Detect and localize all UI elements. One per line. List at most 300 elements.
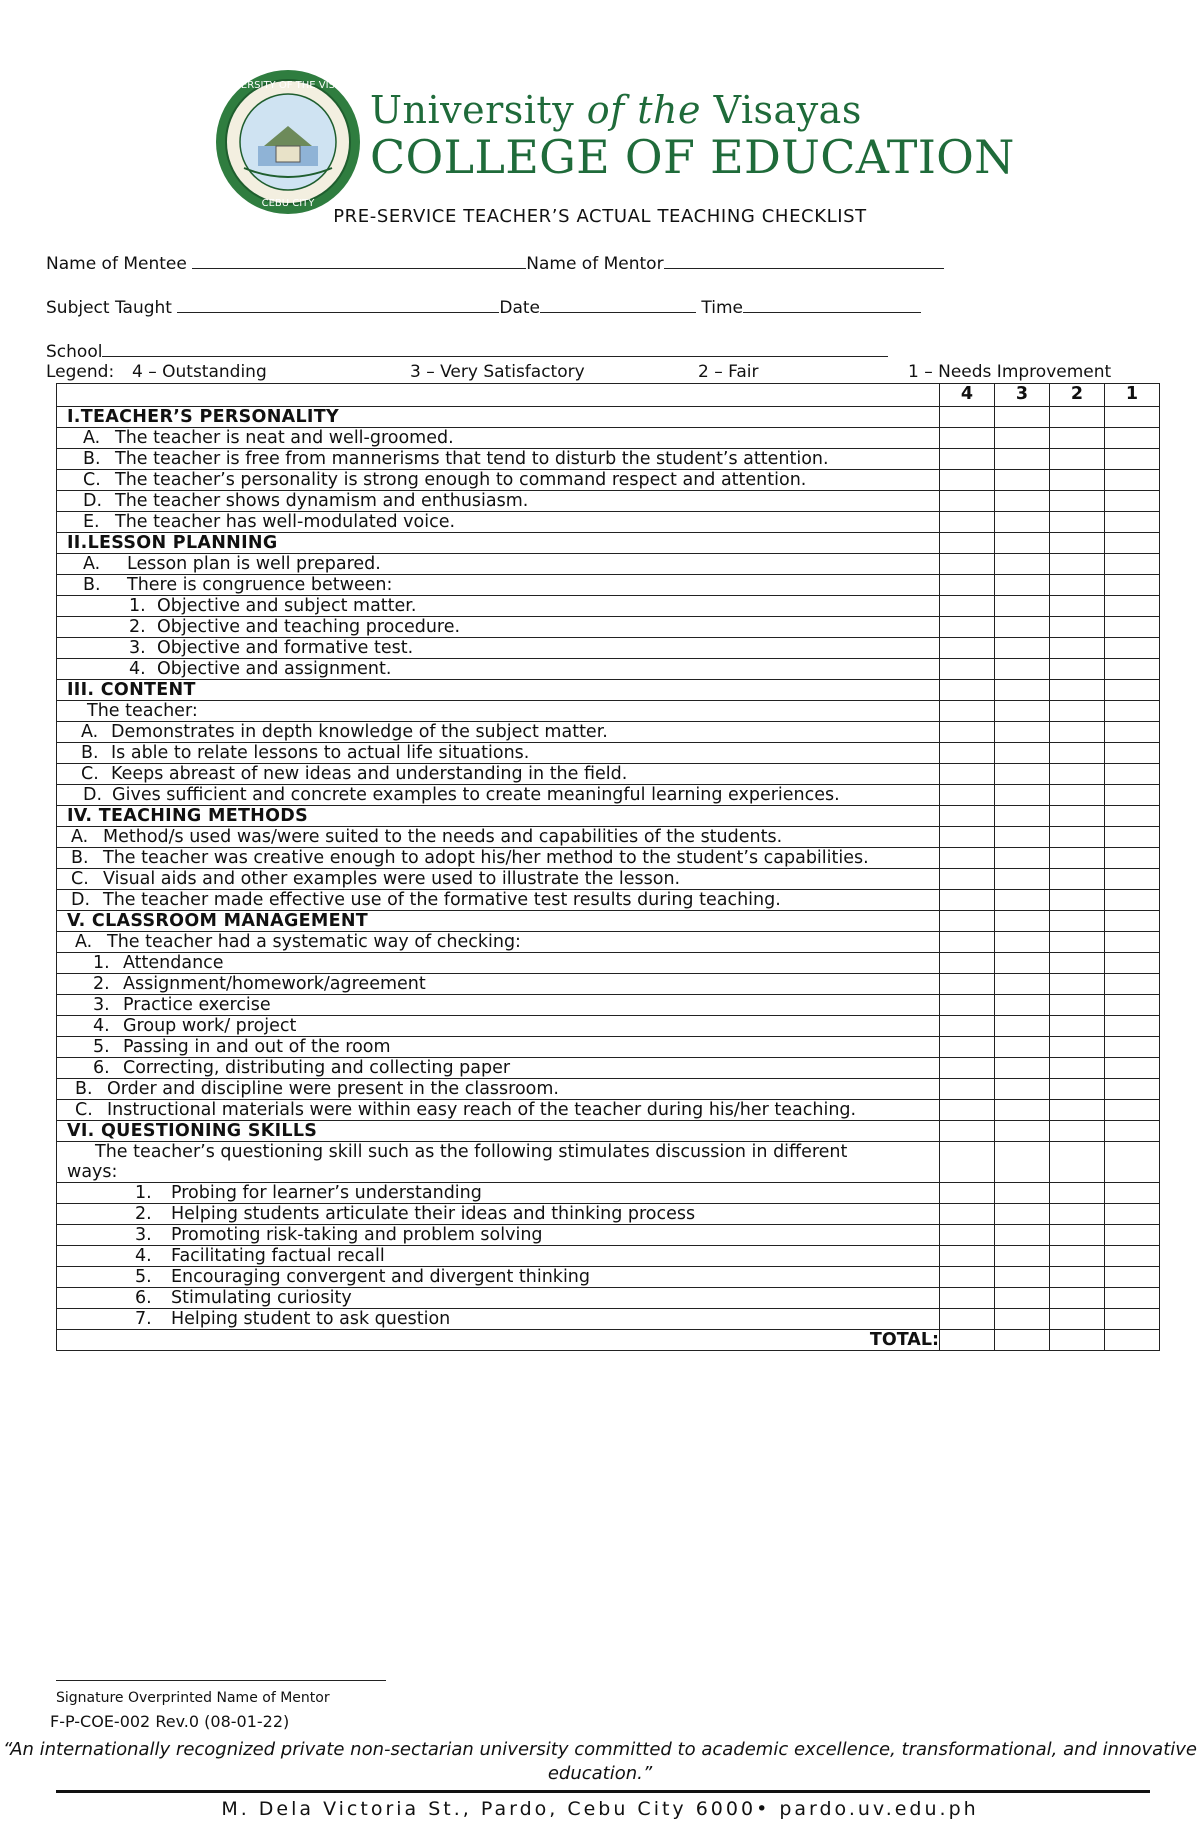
rating-cell-1[interactable] — [1105, 995, 1160, 1016]
rating-cell-4[interactable] — [940, 1267, 995, 1288]
rating-cell-3[interactable] — [995, 722, 1050, 743]
rating-cell-3[interactable] — [995, 890, 1050, 911]
rating-cell-2[interactable] — [1050, 596, 1105, 617]
rating-cell-3[interactable] — [995, 1100, 1050, 1121]
rating-cell-2[interactable] — [1050, 701, 1105, 722]
rating-cell-1[interactable] — [1105, 1204, 1160, 1225]
item-label: B. — [83, 449, 101, 469]
item-label: B. — [75, 1079, 93, 1099]
rating-cell-4[interactable] — [940, 911, 995, 932]
item-text: Assignment/homework/agreement — [123, 974, 426, 994]
item-label: C. — [83, 470, 101, 490]
rating-cell-2[interactable] — [1050, 680, 1105, 701]
school-field[interactable] — [102, 340, 888, 357]
rating-cell-4[interactable] — [940, 1058, 995, 1079]
section-row — [57, 911, 1160, 932]
checklist-row — [57, 512, 1160, 533]
rating-cell-1[interactable] — [1105, 764, 1160, 785]
rating-cell-1[interactable] — [1105, 1330, 1160, 1351]
section-row — [57, 680, 1160, 701]
rating-cell-2[interactable] — [1050, 533, 1105, 554]
rating-cell-2[interactable] — [1050, 659, 1105, 680]
rating-cell-1[interactable] — [1105, 1267, 1160, 1288]
rating-cell-3[interactable] — [995, 1330, 1050, 1351]
rating-cell-1[interactable] — [1105, 806, 1160, 827]
checklist-row — [57, 1142, 1160, 1183]
university-name: University of the Visayas — [370, 88, 862, 132]
rating-cell-1[interactable] — [1105, 890, 1160, 911]
rating-cell-2[interactable] — [1050, 995, 1105, 1016]
rating-header-2: 2 — [1050, 384, 1105, 407]
rating-header-4: 4 — [940, 384, 995, 407]
checklist-row — [57, 638, 1160, 659]
item-text: The teacher had a systematic way of checking: — [107, 932, 521, 952]
footer-rule — [56, 1790, 1150, 1793]
criterion-text — [57, 932, 940, 953]
rating-cell-2[interactable] — [1050, 1330, 1105, 1351]
checklist-row — [57, 1267, 1160, 1288]
rating-cell-3[interactable] — [995, 932, 1050, 953]
criterion-text — [57, 1225, 940, 1246]
rating-cell-4[interactable] — [940, 1204, 995, 1225]
checklist-row — [57, 1037, 1160, 1058]
rating-cell-4[interactable] — [940, 1121, 995, 1142]
criterion-text — [57, 428, 940, 449]
rating-cell-3[interactable] — [995, 848, 1050, 869]
rating-cell-3[interactable] — [995, 995, 1050, 1016]
rating-cell-3[interactable] — [995, 974, 1050, 995]
rating-cell-4[interactable] — [940, 1246, 995, 1267]
rating-cell-3[interactable] — [995, 449, 1050, 470]
criterion-text — [57, 1246, 940, 1267]
rating-cell-1[interactable] — [1105, 407, 1160, 428]
criterion-text — [57, 1183, 940, 1204]
rating-cell-1[interactable] — [1105, 1100, 1160, 1121]
item-text: The teacher made effective use of the formative test results during teaching. — [103, 890, 781, 910]
rating-cell-1[interactable] — [1105, 1121, 1160, 1142]
criterion-text — [57, 554, 940, 575]
item-label: E. — [83, 512, 100, 532]
rating-cell-1[interactable] — [1105, 1037, 1160, 1058]
rating-cell-2[interactable] — [1050, 974, 1105, 995]
rating-cell-3[interactable] — [995, 1246, 1050, 1267]
item-label: D. — [83, 491, 103, 511]
rating-cell-4[interactable] — [940, 869, 995, 890]
checklist-row — [57, 596, 1160, 617]
rating-cell-1[interactable] — [1105, 617, 1160, 638]
item-text: Instructional materials were within easy reach of the teacher during his/her teaching. — [107, 1100, 857, 1120]
rating-cell-3[interactable] — [995, 1079, 1050, 1100]
rating-cell-3[interactable] — [995, 1225, 1050, 1246]
rating-cell-2[interactable] — [1050, 428, 1105, 449]
rating-cell-3[interactable] — [995, 1016, 1050, 1037]
criterion-text — [57, 1204, 940, 1225]
college-name: COLLEGE OF EDUCATION — [370, 130, 1015, 184]
criterion-text — [57, 449, 940, 470]
rating-cell-3[interactable] — [995, 1121, 1050, 1142]
rating-cell-3[interactable] — [995, 1037, 1050, 1058]
checklist-row — [57, 428, 1160, 449]
letterhead — [214, 64, 1015, 214]
item-text: Passing in and out of the room — [123, 1037, 391, 1057]
rating-cell-4[interactable] — [940, 1079, 995, 1100]
checklist-row — [57, 449, 1160, 470]
rating-cell-4[interactable] — [940, 995, 995, 1016]
rating-cell-2[interactable] — [1050, 617, 1105, 638]
total-label: TOTAL: — [57, 1330, 940, 1351]
criterion-text — [57, 659, 940, 680]
section-row — [57, 806, 1160, 827]
criterion-text — [57, 1309, 940, 1330]
legend-2: 2 – Fair — [698, 362, 759, 382]
rating-cell-3[interactable] — [995, 617, 1050, 638]
rating-cell-3[interactable] — [995, 1058, 1050, 1079]
rating-cell-2[interactable] — [1050, 554, 1105, 575]
rating-cell-4[interactable] — [940, 974, 995, 995]
rating-cell-1[interactable] — [1105, 659, 1160, 680]
criterion-text — [57, 743, 940, 764]
criterion-text — [57, 785, 940, 806]
criterion-text — [57, 764, 940, 785]
rating-cell-2[interactable] — [1050, 1058, 1105, 1079]
rating-cell-3[interactable] — [995, 953, 1050, 974]
item-text: Objective and assignment. — [157, 659, 392, 679]
item-label: B. — [71, 848, 89, 868]
criterion-text — [57, 848, 940, 869]
item-text: Objective and teaching procedure. — [157, 617, 461, 637]
section-title: III. CONTENT — [67, 680, 196, 700]
checklist-row — [57, 869, 1160, 890]
rating-header-1: 1 — [1105, 384, 1160, 407]
rating-cell-2[interactable] — [1050, 491, 1105, 512]
rating-cell-4[interactable] — [940, 449, 995, 470]
rating-cell-4[interactable] — [940, 470, 995, 491]
item-label: 2. — [93, 974, 110, 994]
rating-cell-3[interactable] — [995, 533, 1050, 554]
rating-cell-3[interactable] — [995, 407, 1050, 428]
rating-cell-2[interactable] — [1050, 1267, 1105, 1288]
rating-cell-4[interactable] — [940, 1225, 995, 1246]
rating-cell-2[interactable] — [1050, 848, 1105, 869]
checklist-row — [57, 1204, 1160, 1225]
rating-cell-3[interactable] — [995, 1288, 1050, 1309]
rating-cell-3[interactable] — [995, 743, 1050, 764]
rating-cell-1[interactable] — [1105, 575, 1160, 596]
rating-cell-3[interactable] — [995, 680, 1050, 701]
rating-cell-1[interactable] — [1105, 1288, 1160, 1309]
rating-cell-3[interactable] — [995, 575, 1050, 596]
criterion-text — [57, 680, 940, 701]
item-label: C. — [71, 869, 89, 889]
rating-cell-3[interactable] — [995, 869, 1050, 890]
rating-cell-4[interactable] — [940, 1142, 995, 1183]
item-text: The teacher was creative enough to adopt his/her method to the student’s capabilities. — [103, 848, 869, 868]
rating-cell-4[interactable] — [940, 491, 995, 512]
rating-cell-1[interactable] — [1105, 1246, 1160, 1267]
rating-cell-4[interactable] — [940, 680, 995, 701]
rating-cell-3[interactable] — [995, 806, 1050, 827]
criterion-text — [57, 1100, 940, 1121]
rating-cell-2[interactable] — [1050, 512, 1105, 533]
item-label: 5. — [93, 1037, 110, 1057]
rating-cell-2[interactable] — [1050, 1183, 1105, 1204]
rating-cell-2[interactable] — [1050, 953, 1105, 974]
rating-cell-3[interactable] — [995, 1267, 1050, 1288]
rating-cell-4[interactable] — [940, 1183, 995, 1204]
criterion-text — [57, 638, 940, 659]
rating-cell-2[interactable] — [1050, 890, 1105, 911]
criterion-text — [57, 1142, 940, 1183]
signature-line[interactable] — [56, 1680, 386, 1681]
rating-cell-4[interactable] — [940, 953, 995, 974]
rating-cell-3[interactable] — [995, 701, 1050, 722]
intro-text: The teacher: — [87, 701, 198, 721]
rating-cell-2[interactable] — [1050, 1037, 1105, 1058]
rating-cell-3[interactable] — [995, 1309, 1050, 1330]
checklist-row — [57, 491, 1160, 512]
item-text: The teacher is free from mannerisms that tend to disturb the student’s attention. — [115, 449, 829, 469]
rating-cell-4[interactable] — [940, 848, 995, 869]
item-label: 7. — [135, 1309, 152, 1329]
time-field[interactable] — [743, 296, 921, 313]
item-text: Objective and subject matter. — [157, 596, 417, 616]
rating-cell-3[interactable] — [995, 554, 1050, 575]
item-label: 4. — [129, 659, 146, 679]
rating-cell-1[interactable] — [1105, 722, 1160, 743]
rating-cell-4[interactable] — [940, 533, 995, 554]
checklist-row — [57, 1079, 1160, 1100]
rating-cell-3[interactable] — [995, 764, 1050, 785]
rating-cell-4[interactable] — [940, 659, 995, 680]
rating-cell-2[interactable] — [1050, 785, 1105, 806]
rating-cell-1[interactable] — [1105, 1309, 1160, 1330]
rating-cell-4[interactable] — [940, 638, 995, 659]
subject-date-row — [46, 296, 921, 318]
criterion-text — [57, 890, 940, 911]
rating-cell-4[interactable] — [940, 1016, 995, 1037]
item-text: Lesson plan is well prepared. — [127, 554, 381, 574]
legend-4: 4 – Outstanding — [132, 362, 267, 382]
rating-cell-4[interactable] — [940, 1037, 995, 1058]
rating-cell-2[interactable] — [1050, 932, 1105, 953]
subject-field[interactable] — [177, 296, 499, 313]
rating-cell-1[interactable] — [1105, 743, 1160, 764]
rating-cell-2[interactable] — [1050, 743, 1105, 764]
item-text: Visual aids and other examples were used to illustrate the lesson. — [103, 869, 681, 889]
section-row — [57, 1121, 1160, 1142]
rating-cell-4[interactable] — [940, 932, 995, 953]
rating-cell-2[interactable] — [1050, 1288, 1105, 1309]
legend-1: 1 – Needs Improvement — [908, 362, 1112, 382]
rating-cell-4[interactable] — [940, 575, 995, 596]
rating-cell-1[interactable] — [1105, 848, 1160, 869]
rating-cell-2[interactable] — [1050, 575, 1105, 596]
item-label: 3. — [93, 995, 110, 1015]
item-text: Probing for learner’s understanding — [171, 1183, 482, 1203]
rating-cell-1[interactable] — [1105, 974, 1160, 995]
checklist-row — [57, 1058, 1160, 1079]
rating-cell-4[interactable] — [940, 701, 995, 722]
rating-cell-4[interactable] — [940, 806, 995, 827]
rating-cell-2[interactable] — [1050, 1100, 1105, 1121]
rating-cell-2[interactable] — [1050, 1079, 1105, 1100]
rating-cell-1[interactable] — [1105, 701, 1160, 722]
rating-cell-2[interactable] — [1050, 806, 1105, 827]
form-code: F-P-COE-002 Rev.0 (08-01-22) — [50, 1712, 290, 1731]
rating-cell-4[interactable] — [940, 785, 995, 806]
rating-cell-1[interactable] — [1105, 1058, 1160, 1079]
mentee-mentor-row — [46, 252, 944, 274]
rating-cell-1[interactable] — [1105, 533, 1160, 554]
rating-cell-1[interactable] — [1105, 449, 1160, 470]
rating-cell-2[interactable] — [1050, 1246, 1105, 1267]
rating-cell-2[interactable] — [1050, 407, 1105, 428]
rating-cell-3[interactable] — [995, 512, 1050, 533]
criterion-text — [57, 953, 940, 974]
rating-cell-1[interactable] — [1105, 680, 1160, 701]
rating-cell-3[interactable] — [995, 1204, 1050, 1225]
item-label: B. — [83, 575, 101, 595]
rating-cell-1[interactable] — [1105, 596, 1160, 617]
rating-cell-4[interactable] — [940, 428, 995, 449]
checklist-row — [57, 743, 1160, 764]
rating-cell-4[interactable] — [940, 722, 995, 743]
rating-cell-1[interactable] — [1105, 953, 1160, 974]
legend-label: Legend: — [46, 362, 115, 382]
rating-cell-1[interactable] — [1105, 1016, 1160, 1037]
rating-cell-3[interactable] — [995, 596, 1050, 617]
section-row — [57, 533, 1160, 554]
rating-cell-4[interactable] — [940, 617, 995, 638]
rating-cell-4[interactable] — [940, 596, 995, 617]
rating-cell-1[interactable] — [1105, 428, 1160, 449]
rating-cell-1[interactable] — [1105, 638, 1160, 659]
item-label: 3. — [129, 638, 146, 658]
rating-cell-2[interactable] — [1050, 1016, 1105, 1037]
rating-cell-4[interactable] — [940, 827, 995, 848]
header-blank-cell — [57, 384, 940, 407]
rating-cell-3[interactable] — [995, 1142, 1050, 1183]
rating-cell-3[interactable] — [995, 428, 1050, 449]
criterion-text — [57, 701, 940, 722]
rating-cell-2[interactable] — [1050, 1121, 1105, 1142]
rating-cell-2[interactable] — [1050, 1142, 1105, 1183]
rating-cell-4[interactable] — [940, 407, 995, 428]
rating-cell-3[interactable] — [995, 638, 1050, 659]
item-label: 2. — [135, 1204, 152, 1224]
mentor-field[interactable] — [664, 252, 944, 269]
criterion-text — [57, 617, 940, 638]
rating-cell-2[interactable] — [1050, 911, 1105, 932]
rating-header-row — [57, 384, 1160, 407]
item-text: Keeps abreast of new ideas and understanding in the field. — [111, 764, 628, 784]
rating-cell-2[interactable] — [1050, 764, 1105, 785]
rating-cell-1[interactable] — [1105, 470, 1160, 491]
rating-cell-1[interactable] — [1105, 491, 1160, 512]
rating-cell-1[interactable] — [1105, 785, 1160, 806]
rating-cell-4[interactable] — [940, 1100, 995, 1121]
criterion-text — [57, 533, 940, 554]
rating-cell-3[interactable] — [995, 785, 1050, 806]
date-field[interactable] — [540, 296, 696, 313]
rating-cell-4[interactable] — [940, 554, 995, 575]
rating-cell-1[interactable] — [1105, 512, 1160, 533]
rating-cell-3[interactable] — [995, 1183, 1050, 1204]
rating-cell-2[interactable] — [1050, 1204, 1105, 1225]
mentee-field[interactable] — [192, 252, 526, 269]
rating-cell-1[interactable] — [1105, 1225, 1160, 1246]
rating-cell-4[interactable] — [940, 764, 995, 785]
checklist-row — [57, 1309, 1160, 1330]
item-text: Objective and formative test. — [157, 638, 414, 658]
rating-cell-4[interactable] — [940, 890, 995, 911]
item-text: The teacher shows dynamism and enthusiasm. — [115, 491, 529, 511]
rating-cell-1[interactable] — [1105, 1142, 1160, 1183]
rating-cell-4[interactable] — [940, 1330, 995, 1351]
rating-cell-1[interactable] — [1105, 1183, 1160, 1204]
rating-cell-2[interactable] — [1050, 869, 1105, 890]
rating-cell-2[interactable] — [1050, 827, 1105, 848]
criterion-text — [57, 869, 940, 890]
rating-cell-1[interactable] — [1105, 827, 1160, 848]
rating-cell-1[interactable] — [1105, 1079, 1160, 1100]
rating-cell-1[interactable] — [1105, 869, 1160, 890]
rating-cell-3[interactable] — [995, 911, 1050, 932]
rating-cell-4[interactable] — [940, 512, 995, 533]
date-label: Date — [499, 298, 540, 318]
checklist-row — [57, 1246, 1160, 1267]
item-text: Is able to relate lessons to actual life situations. — [111, 743, 530, 763]
item-text: Stimulating curiosity — [171, 1288, 352, 1308]
checklist-row — [57, 932, 1160, 953]
checklist-row — [57, 827, 1160, 848]
item-label: D. — [71, 890, 91, 910]
rating-cell-3[interactable] — [995, 491, 1050, 512]
item-label: C. — [75, 1100, 93, 1120]
criterion-text — [57, 1288, 940, 1309]
tagline: “An internationally recognized private non-sectarian university committed to academic excellence, transformational, and innovative education.” — [3, 1739, 1197, 1784]
criterion-text — [57, 827, 940, 848]
item-label: D. — [83, 785, 103, 805]
rating-cell-2[interactable] — [1050, 1225, 1105, 1246]
criterion-text — [57, 1037, 940, 1058]
criterion-text — [57, 995, 940, 1016]
rating-cell-2[interactable] — [1050, 638, 1105, 659]
rating-cell-2[interactable] — [1050, 1309, 1105, 1330]
item-label: 3. — [135, 1225, 152, 1245]
rating-cell-4[interactable] — [940, 743, 995, 764]
rating-cell-2[interactable] — [1050, 449, 1105, 470]
rating-cell-2[interactable] — [1050, 470, 1105, 491]
item-text: Method/s used was/were suited to the needs and capabilities of the students. — [103, 827, 783, 847]
rating-cell-3[interactable] — [995, 827, 1050, 848]
item-text: Group work/ project — [123, 1016, 297, 1036]
intro-text: The teacher’s questioning skill such as the following stimulates discussion in different ways: — [67, 1142, 848, 1182]
time-label: Time — [701, 298, 744, 318]
rating-cell-1[interactable] — [1105, 932, 1160, 953]
rating-cell-2[interactable] — [1050, 722, 1105, 743]
rating-cell-1[interactable] — [1105, 554, 1160, 575]
item-text: Helping students articulate their ideas and thinking process — [171, 1204, 696, 1224]
item-label: A. — [81, 722, 99, 742]
rating-cell-4[interactable] — [940, 1309, 995, 1330]
item-text: Promoting risk-taking and problem solving — [171, 1225, 543, 1245]
rating-cell-3[interactable] — [995, 470, 1050, 491]
item-text: Practice exercise — [123, 995, 271, 1015]
rating-cell-1[interactable] — [1105, 911, 1160, 932]
rating-cell-4[interactable] — [940, 1288, 995, 1309]
rating-cell-3[interactable] — [995, 659, 1050, 680]
